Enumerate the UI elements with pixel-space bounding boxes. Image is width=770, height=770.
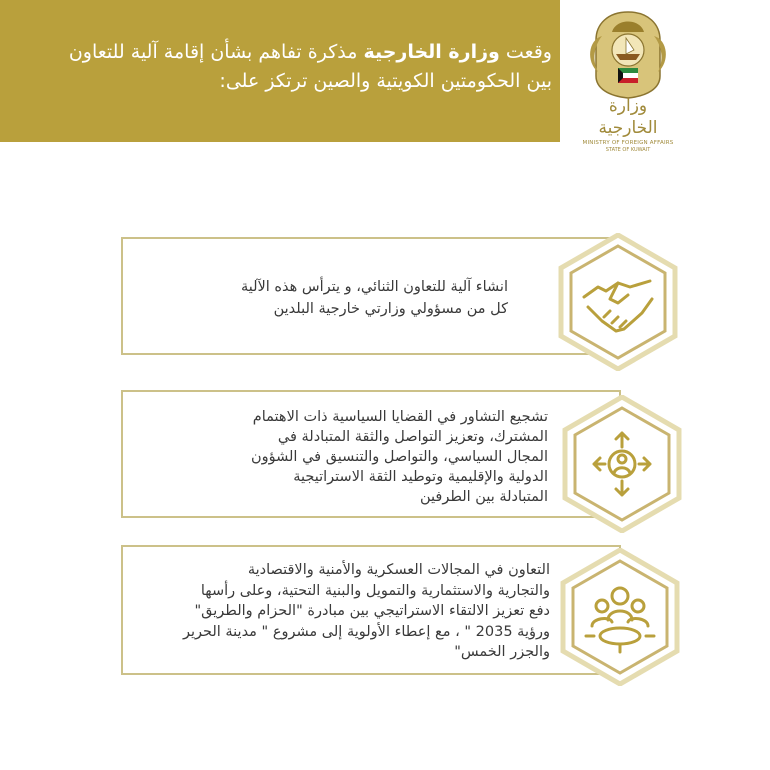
item-2-line-1: تشجيع التشاور في القضايا السياسية ذات الاهتمام	[252, 409, 548, 425]
header-line2: بين الحكومتين الكويتية والصين ترتكز على:	[219, 70, 552, 92]
item-3-line-5: والجزر الخمس"	[454, 644, 550, 660]
item-text-3	[110, 560, 550, 663]
logo-arabic: وزارة الخارجية	[598, 96, 658, 138]
item-hexagon-2	[562, 395, 682, 533]
logo-english: MINISTRY OF FOREIGN AFFAIRS	[582, 140, 674, 146]
logo-state: STATE OF KUWAIT	[605, 147, 651, 153]
item-hexagon-3	[560, 548, 680, 686]
header	[0, 0, 770, 153]
item-1-line-1: انشاء آلية للتعاون الثنائي، و يترأس هذه الآلية	[240, 279, 508, 295]
item-1-line-2: كل من مسؤولي وزارتي خارجية البلدين	[273, 301, 508, 317]
item-3-line-1: التعاون في المجالات العسكرية والأمنية والاقتصادية	[247, 562, 550, 578]
item-hexagon-1	[558, 233, 678, 371]
header-line1-before: وقعت	[505, 41, 552, 63]
item-3-line-4: ورؤية 2035 " ، مع إعطاء الأولوية إلى مشروع " مدينة الحرير	[182, 623, 550, 640]
item-2-line-2: المشترك، وتعزيز التواصل والثقة المتبادلة في	[277, 429, 548, 445]
item-2-line-3: المجال السياسي، والتواصل والتنسيق في الشؤون	[250, 449, 548, 465]
item-text-1	[108, 276, 508, 320]
item-3-line-2: والتجارية والاستثمارية والتمويل والبنية التحتية، وعلى رأسها	[200, 582, 550, 599]
item-2-line-4: الدولية والإقليمية وتوطيد الثقة الاستراتيجية	[293, 469, 548, 485]
header-line1-bold: وزارة الخارجية	[363, 41, 500, 63]
logo-text	[578, 95, 678, 154]
header-line1-after: مذكرة تفاهم بشأن إقامة آلية للتعاون	[68, 41, 358, 63]
header-title	[32, 38, 552, 96]
item-2-line-5: المتبادلة بين الطرفين	[419, 489, 548, 505]
item-text-2	[148, 407, 548, 507]
item-3-line-3: دفع تعزيز الالتقاء الاستراتيجي بين مبادرة "الحزام والطريق"	[194, 603, 550, 619]
